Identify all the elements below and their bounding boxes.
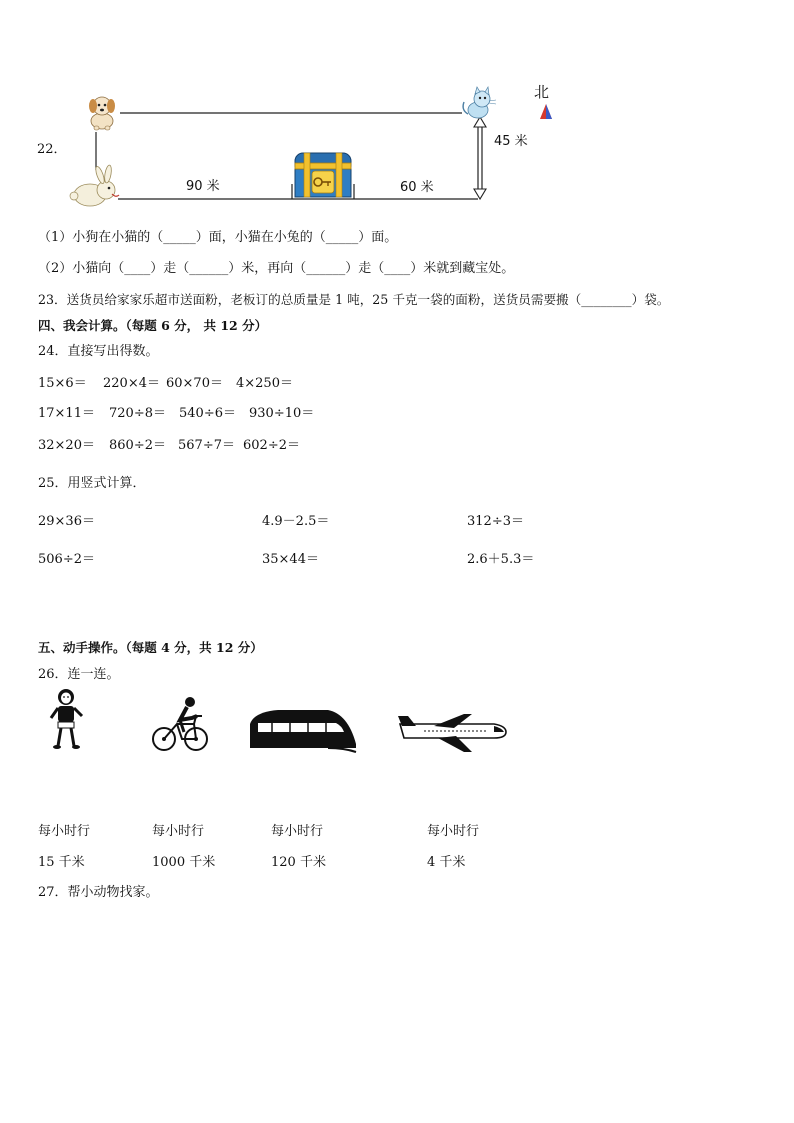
q24-item: 930÷10＝ xyxy=(249,406,315,421)
distance-60-label: 60 米 xyxy=(400,180,434,195)
treasure-chest-icon xyxy=(295,153,351,197)
q24-item: 567÷7＝ xyxy=(178,438,235,453)
q24-title: 24．直接写出得数。 xyxy=(38,344,159,359)
q24-item: 540÷6＝ xyxy=(179,406,236,421)
q27-title: 27．帮小动物找家。 xyxy=(38,885,159,900)
q24-item: 15×6＝ xyxy=(38,376,87,391)
q24-item: 220×4＝ xyxy=(103,376,160,391)
airplane-icon xyxy=(398,714,506,752)
speed-prefix: 每小时行 xyxy=(271,824,324,839)
north-arrow-icon xyxy=(540,104,552,119)
section4-heading: 四、我会计算。（每题 6 分， 共 12 分） xyxy=(38,318,268,333)
q24-item: 4×250＝ xyxy=(236,376,293,391)
q24-item: 720÷8＝ xyxy=(109,406,166,421)
q24-item: 860÷2＝ xyxy=(109,438,166,453)
q25-title: 25．用竖式计算． xyxy=(38,476,146,491)
q25-item: 35×44＝ xyxy=(262,552,319,567)
q24-item: 17×11＝ xyxy=(38,406,95,421)
q24-item: 60×70＝ xyxy=(166,376,223,391)
q22-map-diagram xyxy=(0,0,794,220)
q22-number: 22． xyxy=(37,142,67,157)
q26-title: 26．连一连。 xyxy=(38,667,120,682)
train-icon xyxy=(250,710,356,752)
q26-vehicle-pictures xyxy=(0,680,794,770)
walking-person-icon xyxy=(51,689,82,749)
speed-value: 120 千米 xyxy=(271,855,326,870)
distance-90-label: 90 米 xyxy=(186,179,220,194)
section5-heading: 五、动手操作。（每题 4 分，共 12 分） xyxy=(38,640,263,655)
q23-text: 23．送货员给家家乐超市送面粉，老板订的总质量是 1 吨，25 千克一袋的面粉，送货员需要搬（________）袋。 xyxy=(38,292,670,307)
speed-prefix: 每小时行 xyxy=(38,824,91,839)
speed-value: 1000 千米 xyxy=(152,855,216,870)
speed-prefix: 每小时行 xyxy=(152,824,205,839)
q25-item: 506÷2＝ xyxy=(38,552,95,567)
q22-part2: （2）小猫向（____）走（______）米，再向（______）走（____）米就到藏宝处。 xyxy=(38,261,515,276)
q25-item: 312÷3＝ xyxy=(467,514,524,529)
speed-value: 4 千米 xyxy=(427,855,466,870)
double-arrow-icon xyxy=(474,117,486,199)
distance-45-label: 45 米 xyxy=(494,134,528,149)
north-label: 北 xyxy=(534,83,550,101)
q22-part1: （1）小狗在小猫的（_____）面，小猫在小兔的（_____）面。 xyxy=(38,230,398,245)
q24-item: 32×20＝ xyxy=(38,438,95,453)
q24-item: 602÷2＝ xyxy=(243,438,300,453)
speed-prefix: 每小时行 xyxy=(427,824,480,839)
cyclist-icon xyxy=(153,697,207,750)
dog-icon xyxy=(89,97,115,130)
q25-item: 4.9－2.5＝ xyxy=(262,514,330,529)
speed-value: 15 千米 xyxy=(38,855,85,870)
rabbit-icon xyxy=(70,165,119,206)
q25-item: 29×36＝ xyxy=(38,514,95,529)
cat-icon xyxy=(463,87,496,118)
q25-item: 2.6＋5.3＝ xyxy=(467,552,535,567)
